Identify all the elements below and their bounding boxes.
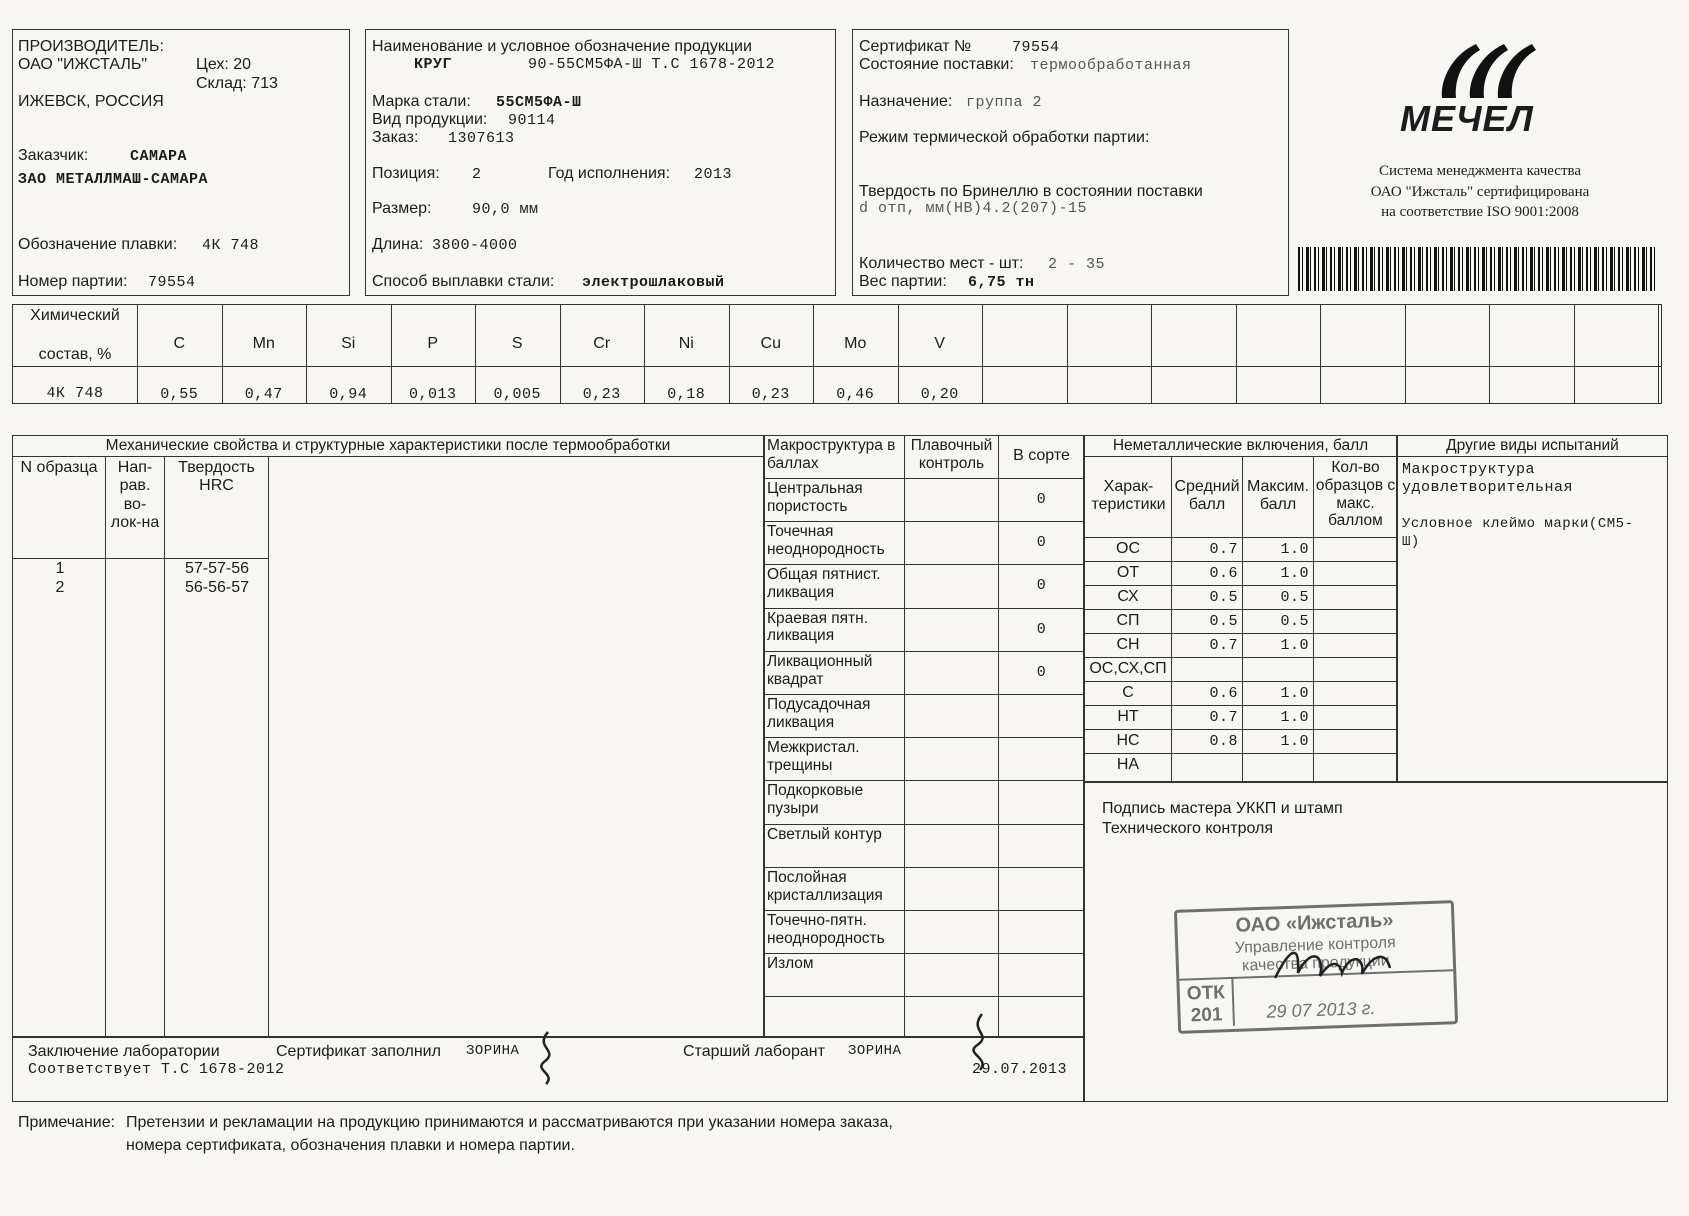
macro-row-grade: 0 xyxy=(1036,577,1047,595)
note-line-2: номера сертификата, обозначения плавки и номера партии. xyxy=(126,1137,575,1154)
chem-element-c: C xyxy=(173,335,186,352)
macro-row-name: Излом xyxy=(767,955,814,973)
inclusions-col-count: Кол-во образцов с макс. баллом xyxy=(1315,459,1396,530)
state-label: Состояние поставки: xyxy=(859,56,1014,73)
inclusion-row-max: 1.0 xyxy=(1280,541,1309,558)
inclusion-row-max: 1.0 xyxy=(1280,733,1309,750)
stamp-otk: ОТК xyxy=(1186,982,1226,1005)
weight-label: Вес партии: xyxy=(859,273,947,290)
other-line-2: удовлетворительная xyxy=(1402,479,1574,496)
inclusions-title: Неметаллические включения, балл xyxy=(1112,437,1369,454)
macro-row-grade: 0 xyxy=(1036,534,1047,552)
macro-row-name: Межкристал. трещины xyxy=(767,739,860,774)
macro-row-grade: 0 xyxy=(1036,491,1047,508)
macro-row-name: Точечная неоднородность xyxy=(767,523,885,558)
filler-signature-icon xyxy=(530,1028,566,1088)
inclusion-row-name: ОС,СХ,СП xyxy=(1089,660,1167,677)
other-line-1: Макроструктура xyxy=(1402,461,1536,478)
position-label: Позиция: xyxy=(372,165,440,182)
inclusion-row-max: 1.0 xyxy=(1280,685,1309,702)
size-value: 90,0 мм xyxy=(472,201,539,218)
inclusion-row-avg: 0.6 xyxy=(1209,685,1238,702)
inclusion-row-max: 0.5 xyxy=(1280,589,1309,606)
senior-label: Старший лаборант xyxy=(683,1043,825,1060)
product-title: Наименование и условное обозначение продукции xyxy=(372,38,752,55)
chem-value-mo: 0,46 xyxy=(836,386,875,403)
places-value: 2 - 35 xyxy=(1048,256,1106,273)
mech-col-hard: Твердость HRC xyxy=(178,459,255,495)
product-name: КРУГ xyxy=(414,56,453,73)
macro-row-name: Подкорковые пузыри xyxy=(767,782,864,818)
footer-date: 29.07.2013 xyxy=(972,1061,1068,1078)
year-label: Год исполнения: xyxy=(548,165,671,182)
batch-label: Номер партии: xyxy=(18,273,128,290)
length-value: 3800-4000 xyxy=(432,237,518,254)
customer-name: ЗАО МЕТАЛЛМАШ-САМАРА xyxy=(18,171,209,188)
macro-row-name: Общая пятнист. ликвация xyxy=(767,566,881,602)
note-label: Примечание: xyxy=(18,1114,116,1131)
chem-header-line-1: Химический xyxy=(30,307,120,324)
stamp-line-2: Управление контроля xyxy=(1234,934,1397,957)
producer-title: ПРОИЗВОДИТЕЛЬ: xyxy=(18,38,164,55)
other-title: Другие виды испытаний xyxy=(1446,437,1619,454)
chem-value-si: 0,94 xyxy=(329,386,368,403)
chem-element-s: S xyxy=(511,335,523,352)
inclusion-row-max: 1.0 xyxy=(1280,565,1309,582)
chem-value-s: 0,005 xyxy=(493,386,541,403)
chem-value-ni: 0,18 xyxy=(667,386,706,403)
position-value: 2 xyxy=(472,166,482,183)
inclusion-row-name: НС xyxy=(1116,732,1140,749)
lab-value: Соответствует Т.С 1678-2012 xyxy=(28,1061,285,1078)
purpose-value: группа 2 xyxy=(966,94,1043,111)
signature-label-1: Подпись мастера УККП и штамп xyxy=(1102,800,1343,817)
inclusion-row-avg: 0.7 xyxy=(1209,541,1238,558)
batch-value: 79554 xyxy=(148,274,196,291)
inclusion-row-avg: 0.6 xyxy=(1209,565,1238,582)
inclusion-row-avg: 0.5 xyxy=(1209,613,1238,630)
chem-element-cr: Cr xyxy=(593,335,611,352)
quality-line-1: Система менеджмента качества xyxy=(1378,163,1582,179)
inclusion-row-name: СХ xyxy=(1117,588,1139,605)
note-line-1: Претензии и рекламации на продукцию принимаются и рассматриваются при указании номера заказа, xyxy=(126,1114,893,1131)
macro-row-name: Центральная пористость xyxy=(767,480,863,515)
places-label: Количество мест - шт: xyxy=(859,255,1024,272)
weight-value: 6,75 тн xyxy=(968,274,1035,291)
method-value: электрошлаковый xyxy=(582,274,725,291)
type-value: 90114 xyxy=(508,112,556,129)
grade-value: 55СМ5ФА-Ш xyxy=(496,94,582,111)
chem-element-mo: Mo xyxy=(844,335,867,352)
senior-value: ЗОРИНА xyxy=(848,1043,902,1059)
macro-row-name: Послойная кристаллизация xyxy=(767,868,883,904)
inclusion-row-name: НТ xyxy=(1117,708,1139,725)
heat-mode-label: Режим термической обработки партии: xyxy=(859,129,1150,146)
mech-row-1-n: 1 xyxy=(55,560,65,577)
chem-element-p: P xyxy=(427,335,439,352)
inclusion-row-max: 1.0 xyxy=(1280,709,1309,726)
macro-row-grade: 0 xyxy=(1036,620,1047,638)
chem-element-mn: Mn xyxy=(252,335,275,352)
chem-value-v: 0,20 xyxy=(920,386,959,403)
length-label: Длина: xyxy=(372,236,424,253)
macro-header-1: Макроструктура в баллах xyxy=(767,437,896,472)
other-line-4: Ш) xyxy=(1402,534,1420,550)
chem-element-v: V xyxy=(934,335,946,352)
cert-value: 79554 xyxy=(1012,39,1060,56)
producer-company: ОАО "ИЖСТАЛЬ" xyxy=(18,56,148,73)
inclusion-row-name: СП xyxy=(1116,612,1140,629)
chem-heat: 4К 748 xyxy=(46,385,104,402)
signature-label-2: Технического контроля xyxy=(1102,820,1274,837)
inclusion-row-max: 1.0 xyxy=(1280,637,1309,654)
order-value: 1307613 xyxy=(448,130,515,147)
size-label: Размер: xyxy=(372,200,432,217)
inclusion-row-avg: 0.7 xyxy=(1209,709,1238,726)
producer-workshop: Цех: 20 xyxy=(196,56,252,73)
producer-warehouse: Склад: 713 xyxy=(196,75,278,92)
macro-row-name: Краевая пятн. ликвация xyxy=(767,609,869,645)
chem-value-cu: 0,23 xyxy=(751,386,790,403)
filled-label: Сертификат заполнил xyxy=(276,1043,441,1060)
inclusions-col-max: Максим. балл xyxy=(1247,478,1309,514)
other-line-3: Условное клеймо марки(СМ5- xyxy=(1402,516,1634,532)
quality-line-3: на соответствие ISO 9001:2008 xyxy=(1381,204,1579,220)
chem-header-line-2: состав, % xyxy=(38,346,112,363)
inclusions-col-char: Харак-теристики xyxy=(1091,478,1166,514)
macro-row-name: Светлый контур xyxy=(767,825,882,843)
grade-label: Марка стали: xyxy=(372,93,471,110)
quality-line-2: ОАО "Ижсталь" сертифицирована xyxy=(1370,184,1590,200)
mech-row-1-hrc: 57-57-56 xyxy=(184,560,250,577)
mechel-logo-icon xyxy=(1432,40,1544,102)
chem-element-ni: Ni xyxy=(678,335,694,352)
heat-label: Обозначение плавки: xyxy=(18,236,178,253)
macro-row-name: Точечно-пятн. неоднородность xyxy=(767,912,885,947)
chem-element-si: Si xyxy=(341,335,356,352)
state-value: термообработанная xyxy=(1030,57,1192,74)
chem-value-cr: 0,23 xyxy=(582,386,621,403)
lab-label: Заключение лаборатории xyxy=(28,1043,220,1060)
mech-col-dir: Нап-рав. во-лок-на xyxy=(110,459,160,532)
mech-row-2-n: 2 xyxy=(55,579,65,596)
chem-value-p: 0,013 xyxy=(408,386,457,403)
method-label: Способ выплавки стали: xyxy=(372,273,555,290)
inclusion-row-name: С xyxy=(1122,684,1134,701)
mech-title: Механические свойства и структурные характеристики после термообработки xyxy=(105,437,671,454)
stamp-line-1: ОАО «Ижсталь» xyxy=(1235,909,1394,937)
macro-row-name: Подусадочная ликвация xyxy=(767,696,871,731)
purpose-label: Назначение: xyxy=(859,93,953,110)
product-designation: 90-55СМ5ФА-Ш Т.С 1678-2012 xyxy=(528,56,776,73)
inclusions-col-avg: Средний балл xyxy=(1174,478,1240,514)
inclusion-row-name: ОС xyxy=(1116,540,1140,557)
inclusion-row-name: СН xyxy=(1116,636,1140,653)
macro-row-grade: 0 xyxy=(1036,663,1047,681)
chem-element-cu: Cu xyxy=(760,335,781,352)
stamp-line-3: качества продукции xyxy=(1241,952,1390,975)
filled-value: ЗОРИНА xyxy=(466,1043,520,1059)
macro-row-name: Ликвационный квадрат xyxy=(767,652,873,688)
inclusion-row-name: НА xyxy=(1116,756,1140,773)
stamp-num: 201 xyxy=(1190,1004,1223,1027)
customer-city: САМАРА xyxy=(130,148,188,165)
macro-header-grade: В сорте xyxy=(1013,447,1070,464)
cert-label: Сертификат № xyxy=(859,38,972,55)
mech-col-n: N образца xyxy=(20,459,98,476)
hardness-label: Твердость по Бринеллю в состоянии поставки xyxy=(859,183,1203,200)
mechel-logo-text: МЕЧЕЛ xyxy=(1400,98,1534,139)
chem-value-c: 0,55 xyxy=(160,386,199,403)
barcode xyxy=(1298,247,1658,291)
inclusion-row-max: 0.5 xyxy=(1280,613,1309,630)
inclusion-row-name: ОТ xyxy=(1116,564,1140,581)
inclusion-row-avg: 0.7 xyxy=(1209,637,1238,654)
macro-header-melt: Плавочный контроль xyxy=(910,437,993,472)
chem-value-mn: 0,47 xyxy=(244,386,283,403)
customer-label: Заказчик: xyxy=(18,147,89,164)
type-label: Вид продукции: xyxy=(372,111,488,128)
year-value: 2013 xyxy=(694,166,733,183)
hardness-value: d отп, мм(HB)4.2(207)-15 xyxy=(859,200,1088,217)
inclusion-row-avg: 0.8 xyxy=(1209,733,1238,750)
heat-value: 4К 748 xyxy=(202,237,260,254)
mech-row-2-hrc: 56-56-57 xyxy=(184,579,250,596)
order-label: Заказ: xyxy=(372,129,419,146)
inspector-signature-icon xyxy=(1270,938,1410,988)
stamp-date: 29 07 2013 г. xyxy=(1266,997,1376,1022)
inclusion-row-avg: 0.5 xyxy=(1209,589,1238,606)
producer-city: ИЖЕВСК, РОССИЯ xyxy=(18,93,164,110)
